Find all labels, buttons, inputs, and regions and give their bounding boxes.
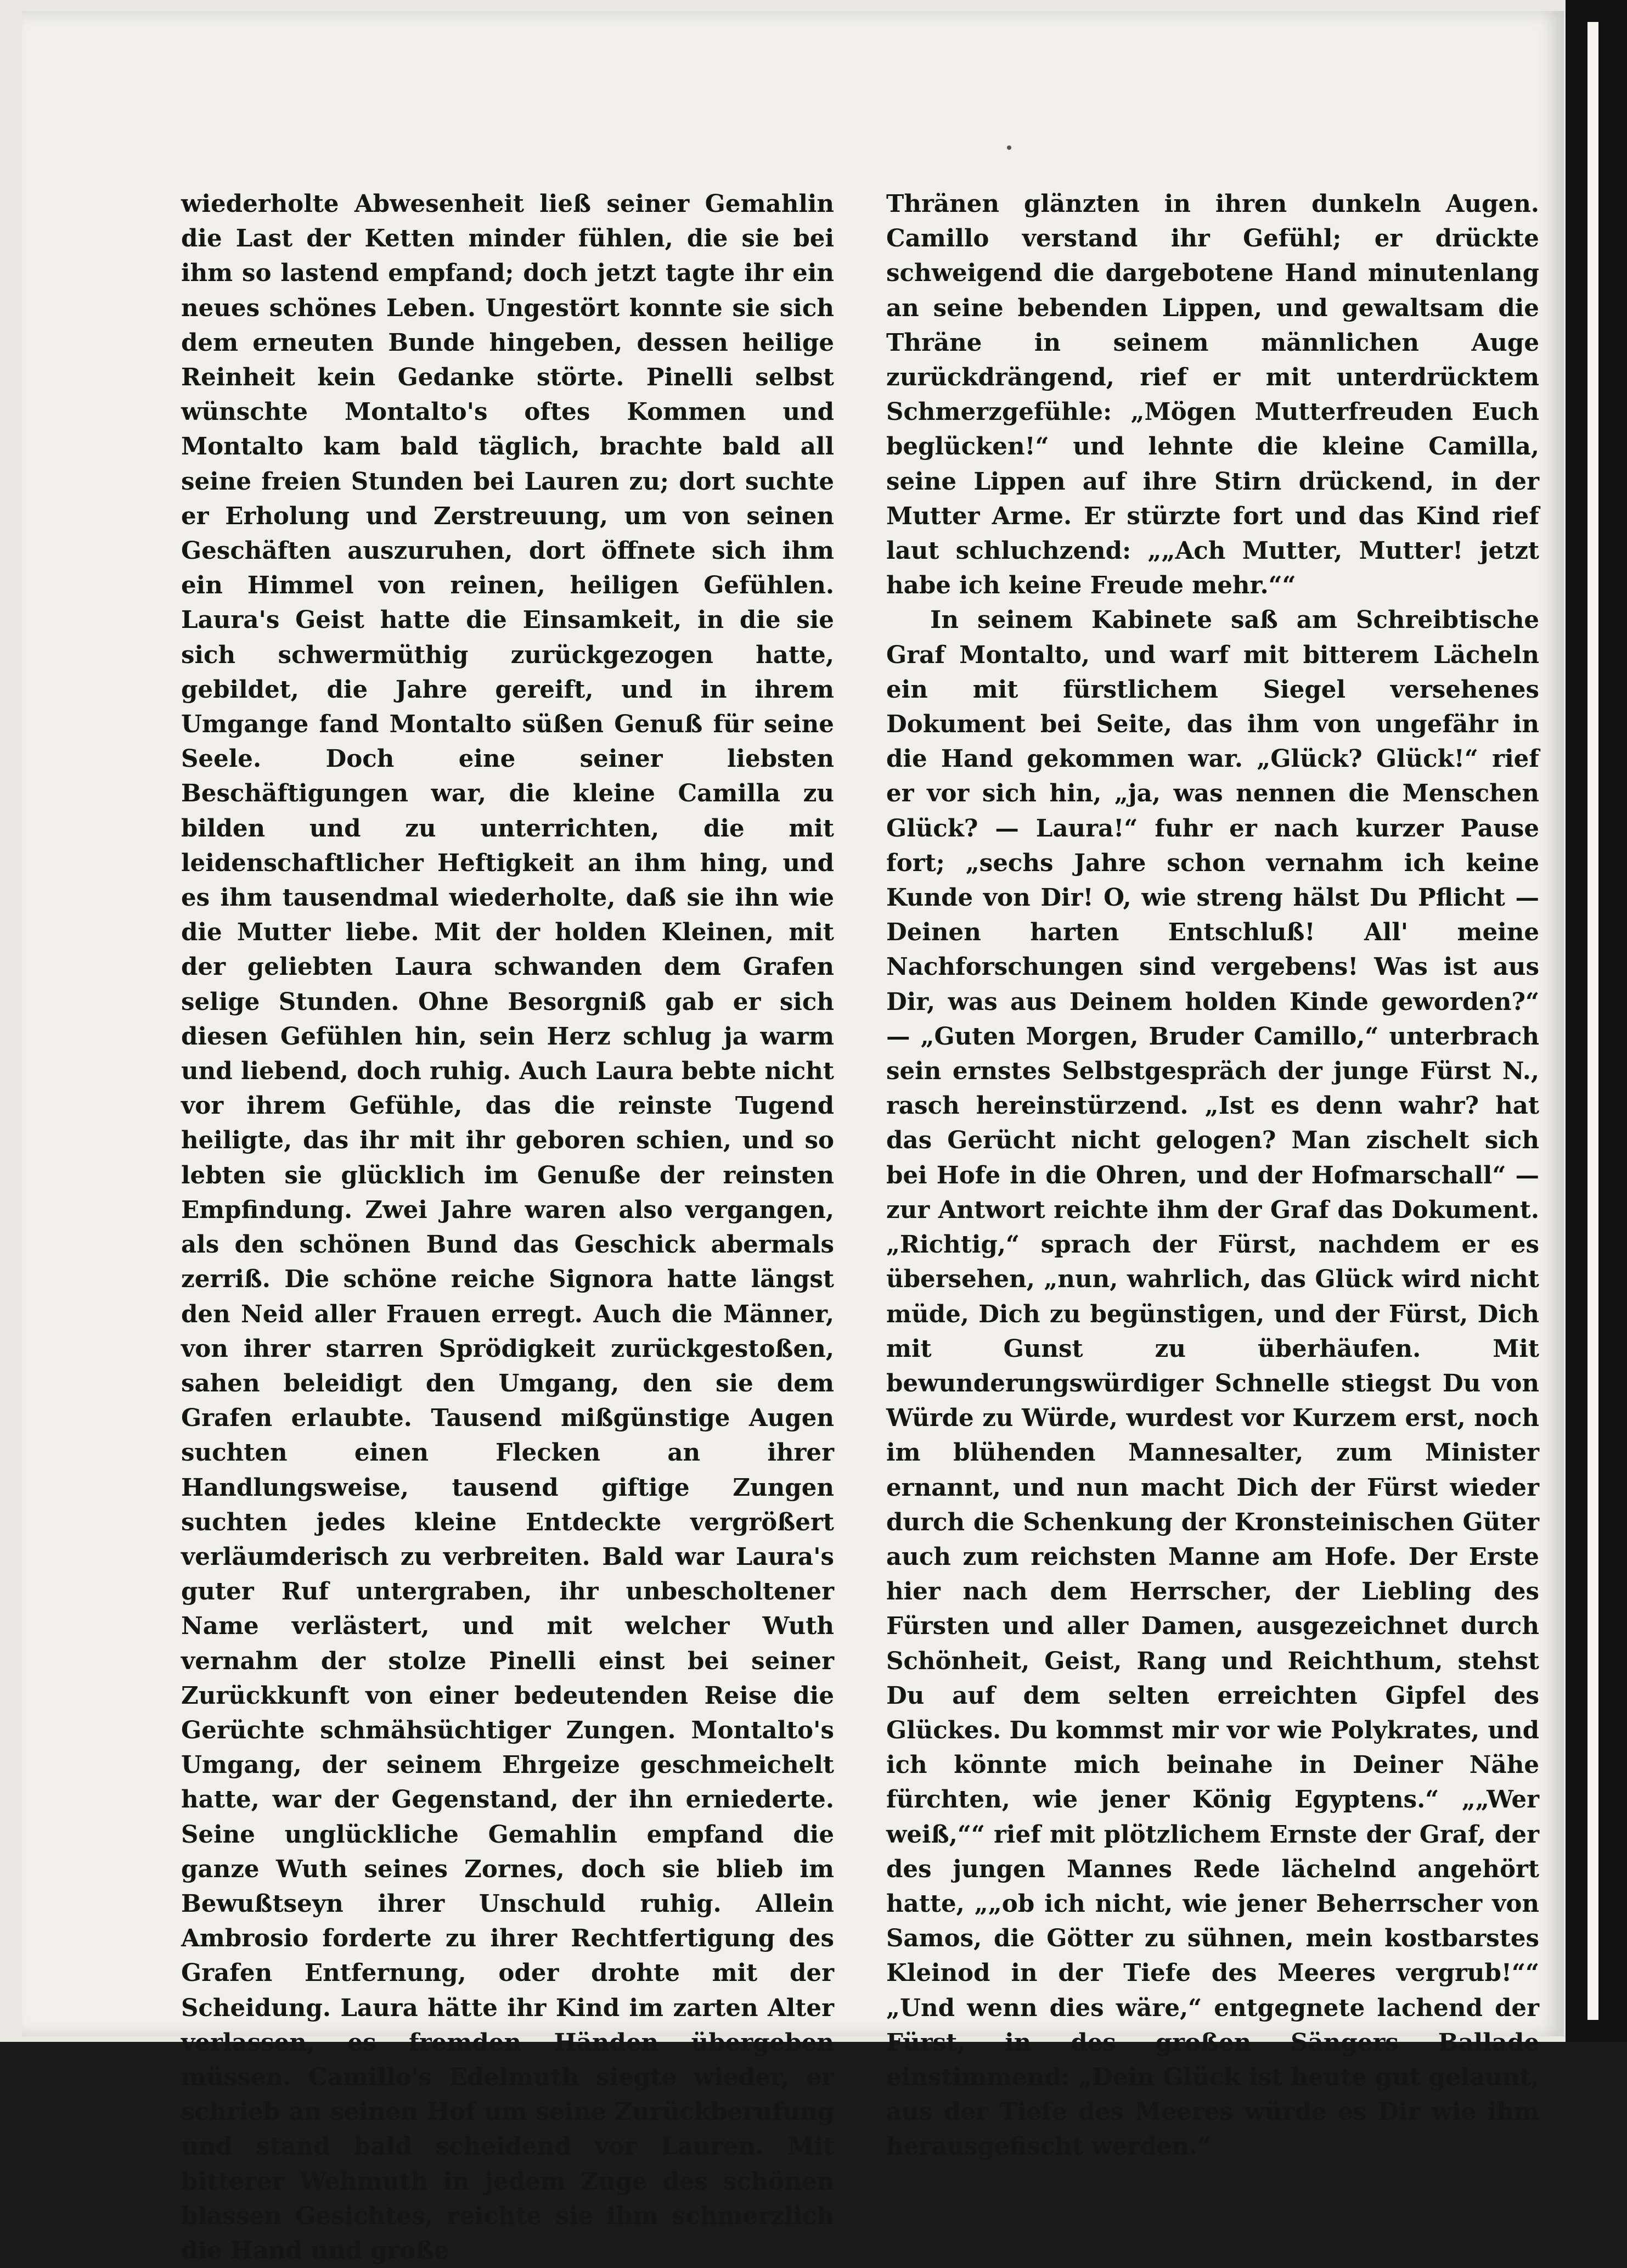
next-page-strip	[1587, 22, 1598, 2020]
ink-speck	[1007, 145, 1011, 150]
left-paragraph: wiederholte Abwesenheit ließ seiner Gemahlin die Last der Ketten minder fühlen, die sie bei ihm so lastend empfand; doch jetzt tagte ihr ein neues schönes Leben. Ungestört konnte sie sich dem erneuten Bunde hingeben, dessen heilige Reinheit kein Gedanke störte. Pinelli selbst wünschte Montalto's oftes Kommen und Montalto kam bald täglich, brachte bald all seine freien Stunden bei Lauren zu; dort suchte er Erholung und Zerstreuung, um von seinen Geschäften auszuruhen, dort öffnete sich ihm ein Himmel von reinen, heiligen Gefühlen. Laura's Geist hatte die Einsamkeit, in die sie sich schwermüthig zurückgezogen hatte, gebildet, die Jahre gereift, und in ihrem Umgange fand Montalto süßen Genuß für seine Seele. Doch eine seiner liebsten Beschäftigungen war, die kleine Camilla zu bilden und zu unterrichten, die mit leidenschaftlicher Heftigkeit an ihm hing, und es ihm tausendmal wiederholte, daß sie ihn wie die Mutter liebe. Mit der holden Kleinen, mit der geliebten Laura schwanden dem Grafen selige Stunden. Ohne Besorgniß gab er sich diesen Gefühlen hin, sein Herz schlug ja warm und liebend, doch ruhig. Auch Laura bebte nicht vor ihrem Gefühle, das die reinste Tugend heiligte, das ihr mit ihr geboren schien, und so lebten sie glücklich im Genuße der reinsten Empfindung. Zwei Jahre waren also vergangen, als den schönen Bund das Geschick abermals zerriß. Die schöne reiche Signora hatte längst den Neid aller Frauen erregt. Auch die Männer, von ihrer starren Sprödigkeit zurückgestoßen, sahen beleidigt den Umgang, den sie dem Grafen erlaubte. Tausend mißgünstige Augen suchten einen Flecken an ihrer Handlungsweise, tausend giftige Zungen suchten jedes kleine Entdeckte vergrößert verläumderisch zu verbreiten. Bald war Laura's guter Ruf untergraben, ihr unbescholtener Name verlästert, und mit welcher Wuth vernahm der stolze Pinelli einst bei seiner Zurückkunft von einer bedeutenden Reise die Gerüchte schmähsüchtiger Zungen. Montalto's Umgang, der seinem Ehrgeize geschmeichelt hatte, war der Gegenstand, der ihn erniederte. Seine unglückliche Gemahlin empfand die ganze Wuth seines Zornes, doch sie blieb im Bewußtseyn ihrer Unschuld ruhig. Allein Ambrosio forderte zu ihrer Rechtfertigung des Grafen Entfernung, oder drohte mit der Scheidung. Laura hätte ihr Kind im zarten Alter verlassen, es fremden Händen übergeben müssen. Camillo's Edelmuth siegte wieder, er schrieb an seinen Hof um seine Zurückberufung und stand bald scheidend vor Lauren. Mit bitterer Wehmuth in jedem Zuge des schönen blassen Gesichtes, reichte sie ihm schmerzlich die Hand und große	[181, 190, 834, 2265]
right-paragraph-1: Thränen glänzten in ihren dunkeln Augen. Camillo verstand ihr Gefühl; er drückte schweigend die dargebotene Hand minutenlang an seine bebenden Lippen, und gewaltsam die Thräne in seinem männlichen Auge zurückdrängend, rief er mit unterdrücktem Schmerzgefühle: „Mögen Mutterfreuden Euch beglücken!“ und lehnte die kleine Camilla, seine Lippen auf ihre Stirn drückend, in der Mutter Arme. Er stürzte fort und das Kind rief laut schluchzend: „„Ach Mutter, Mutter! jetzt habe ich keine Freude mehr.““	[886, 190, 1539, 600]
right-page-edge	[1566, 0, 1627, 2042]
right-paragraph-2: In seinem Kabinete saß am Schreibtische Graf Montalto, und warf mit bitterem Lächeln ein mit fürstlichem Siegel versehenes Dokument bei Seite, das ihm von ungefähr in die Hand gekommen war. „Glück? Glück!“ rief er vor sich hin, „ja, was nennen die Menschen Glück? — Laura!“ fuhr er nach kurzer Pause fort; „sechs Jahre schon vernahm ich keine Kunde von Dir! O, wie streng hälst Du Pflicht — Deinen harten Entschluß! All' meine Nachforschungen sind vergebens! Was ist aus Dir, was aus Deinem holden Kinde geworden?“ — „Guten Morgen, Bruder Camillo,“ unterbrach sein ernstes Selbstgespräch der junge Fürst N., rasch hereinstürzend. „Ist es denn wahr? hat das Gerücht nicht gelogen? Man zischelt sich bei Hofe in die Ohren, und der Hofmarschall“ — zur Antwort reichte ihm der Graf das Dokument. „Richtig,“ sprach der Fürst, nachdem er es übersehen, „nun, wahrlich, das Glück wird nicht müde, Dich zu begünstigen, und der Fürst, Dich mit Gunst zu überhäufen. Mit bewunderungswürdiger Schnelle stiegst Du von Würde zu Würde, wurdest vor Kurzem erst, noch im blühenden Mannesalter, zum Minister ernannt, und nun macht Dich der Fürst wieder durch die Schenkung der Kronsteinischen Güter auch zum reichsten Manne am Hofe. Der Erste hier nach dem Herrscher, der Liebling des Fürsten und aller Damen, ausgezeichnet durch Schönheit, Geist, Rang und Reichthum, stehst Du auf dem selten erreichten Gipfel des Glückes. Du kommst mir vor wie Polykrates, und ich könnte mich beinahe in Deiner Nähe fürchten, wie jener König Egyptens.“ „„Wer weiß,““ rief mit plötzlichem Ernste der Graf, der des jungen Mannes Rede lächelnd angehört hatte, „„ob ich nicht, wie jener Beherrscher von Samos, die Götter zu sühnen, mein kostbarstes Kleinod in der Tiefe des Meeres vergrub!““ „Und wenn dies wäre,“ entgegnete lachend der Fürst, in des großen Sängers Ballade einstimmend: „Dein Glück ist heute gut gelaunt, aus der Tiefe des Meeres würde es Dir wie ihm herausgefischt werden.“	[886, 606, 1539, 2161]
right-text-column	[886, 187, 1539, 2164]
left-text-column	[181, 187, 834, 2268]
